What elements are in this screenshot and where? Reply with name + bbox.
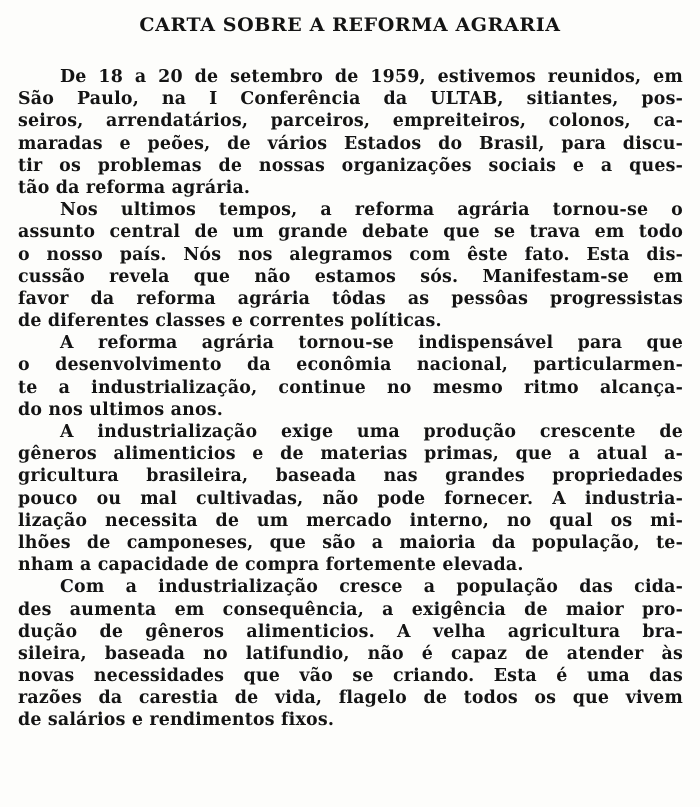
text-line: A industrialização exige uma produção crescente de — [60, 422, 683, 442]
text-line: seiros, arrendatários, parceiros, empreiteiros, colonos, ca- — [18, 111, 683, 132]
text-line: maradas e peões, de vários Estados do Brasil, para discu- — [18, 133, 683, 154]
document-title: CARTA SOBRE A REFORMA AGRARIA — [139, 14, 561, 36]
text-line: do nos ultimos anos. — [18, 399, 223, 420]
text-line: sileira, baseada no latifundio, não é capaz de atender às — [18, 643, 683, 664]
text-line: o desenvolvimento da econômia nacional, particularmen- — [18, 355, 683, 376]
document-body — [18, 66, 683, 732]
text-line: cussão revela que não estamos sós. Manifestam-se em — [18, 266, 683, 287]
text-line: novas necessidades que vão se criando. Esta é uma das — [18, 666, 683, 687]
paragraph-4 — [18, 421, 683, 576]
paragraph-1 — [18, 66, 683, 199]
text-line: tir os problemas de nossas organizações sociais e a ques- — [18, 155, 683, 176]
text-line: tão da reforma agrária. — [18, 177, 251, 198]
text-line: nham a capacidade de compra fortemente elevada. — [18, 555, 524, 576]
text-line: A reforma agrária tornou-se indispensável para que — [60, 333, 683, 354]
paragraph-3 — [18, 332, 683, 421]
text-line: favor da reforma agrária tôdas as pessôas progressistas — [18, 288, 683, 309]
text-line: gricultura brasileira, baseada nas grandes propriedades — [18, 466, 683, 487]
text-line: des aumenta em consequência, a exigência de maior pro- — [18, 599, 683, 620]
text-line: lhões de camponeses, que são a maioria da população, te- — [18, 532, 683, 553]
text-line: de diferentes classes e correntes políticas. — [18, 311, 442, 332]
text-line: São Paulo, na I Conferência da ULTAB, sitiantes, pos- — [18, 89, 683, 110]
text-line: Com a industrialização cresce a população das cida- — [60, 577, 683, 598]
text-line: gêneros alimenticios e de materias primas, que a atual a- — [18, 444, 683, 465]
text-line: dução de gêneros alimenticios. A velha agricultura bra- — [18, 621, 683, 642]
text-line: o nosso país. Nós nos alegramos com êste fato. Esta dis- — [18, 244, 683, 265]
text-line: te a industrialização, continue no mesmo ritmo alcança- — [18, 377, 683, 398]
text-line: pouco ou mal cultivadas, não pode fornecer. A industria- — [18, 488, 683, 509]
paragraph-2 — [18, 199, 683, 332]
text-line: de salários e rendimentos fixos. — [18, 710, 335, 731]
text-line: Nos ultimos tempos, a reforma agrária tornou-se o — [60, 200, 683, 221]
text-line: De 18 a 20 de setembro de 1959, estivemos reunidos, em — [60, 67, 683, 87]
text-line: lização necessita de um mercado interno, no qual os mi- — [18, 510, 683, 531]
text-line: assunto central de um grande debate que se trava em todo — [18, 222, 683, 243]
paragraph-5 — [18, 576, 683, 731]
text-line: razões da carestia de vida, flagelo de todos os que vivem — [18, 688, 683, 709]
